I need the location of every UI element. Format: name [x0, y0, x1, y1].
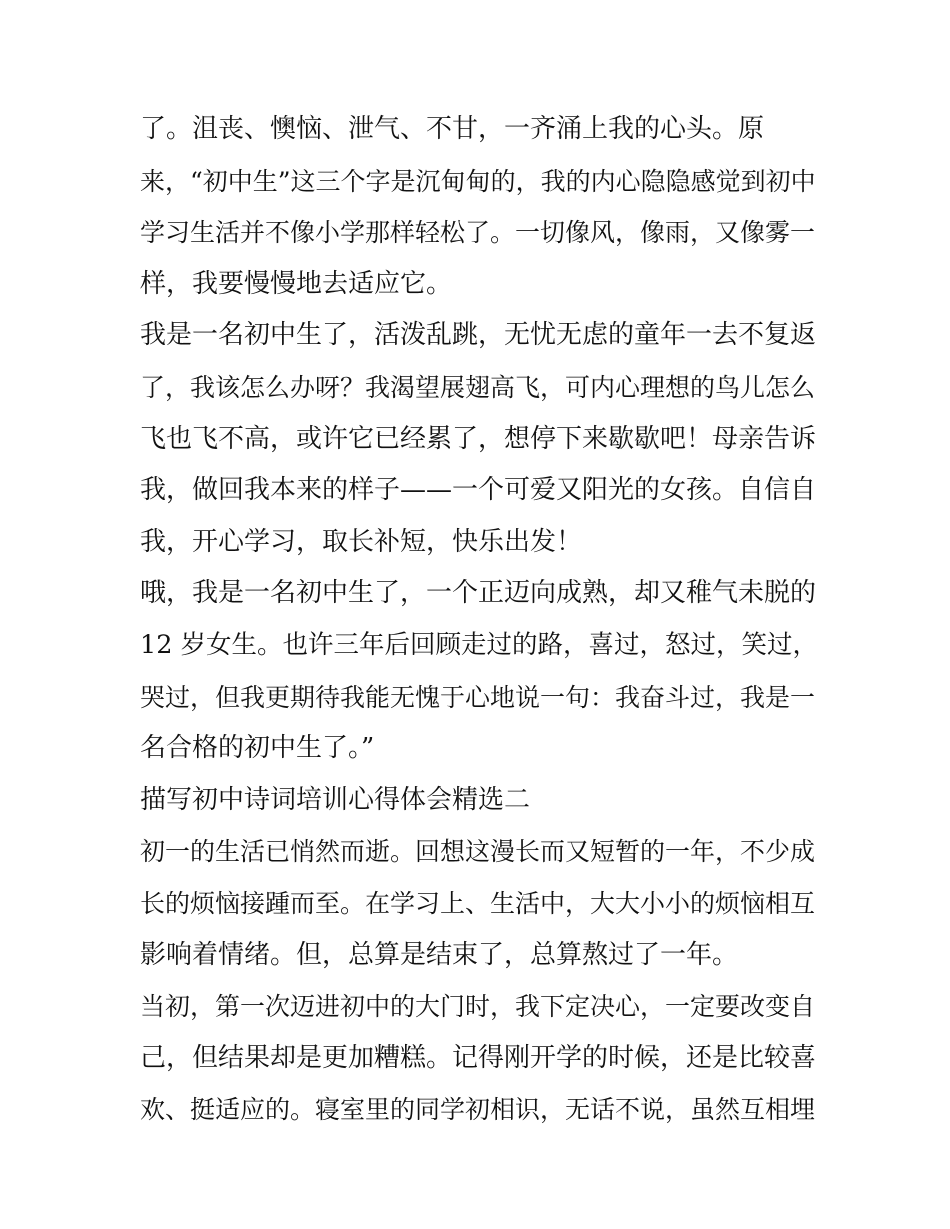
text-line: 影响着情绪。但，总算是结束了，总算熬过了一年。	[140, 939, 739, 970]
document-body	[140, 104, 820, 1136]
text-line: 12 岁女生。也许三年后回顾走过的路，喜过，怒过，笑过，	[140, 629, 819, 660]
text-line: 长的烦恼接踵而至。在学习上、生活中，大大小小的烦恼相互	[140, 888, 816, 918]
text-line: 学习生活并不像小学那样轻松了。一切像风，像雨，又像雾一	[140, 218, 816, 248]
text-line: 己，但结果却是更加糟糕。记得刚开学的时候，还是比较喜	[140, 1042, 817, 1073]
text-line: 名合格的初中生了。”	[140, 733, 375, 764]
text-line: 哭过，但我更期待我能无愧于心地说一句：我奋斗过，我是一	[140, 682, 816, 712]
text-line: 欢、挺适应的。寝室里的同学初相识，无话不说，虽然互相埋	[140, 1095, 816, 1125]
text-line: 了。沮丧、懊恼、泄气、不甘，一齐涌上我的心头。原	[140, 114, 765, 144]
text-line: 了，我该怎么办呀？我渴望展翅高飞，可内心理想的鸟儿怎么	[140, 372, 816, 402]
text-line: 哦，我是一名初中生了，一个正迈向成熟，却又稚气未脱的	[140, 578, 817, 609]
text-line: 初一的生活已悄然而逝。回想这漫长而又短暂的一年，不少成	[140, 837, 816, 867]
text-line: 我是一名初中生了，活泼乱跳，无忧无虑的童年一去不复返	[140, 320, 817, 351]
text-line: 来，“初中生”这三个字是沉甸甸的，我的内心隐隐感觉到初中	[140, 166, 816, 196]
text-line: 我，开心学习，取长补短，快乐出发！	[140, 526, 583, 557]
section-heading: 描写初中诗词培训心得体会精选二	[140, 784, 531, 815]
text-line: 飞也飞不高，或许它已经累了，想停下来歇歇吧！母亲告诉	[140, 423, 817, 454]
text-line: 样，我要慢慢地去适应它。	[140, 268, 453, 299]
text-line: 当初，第一次迈进初中的大门时，我下定决心，一定要改变自	[140, 992, 816, 1022]
text-line: 我，做回我本来的样子——一个可爱又阳光的女孩。自信自	[140, 475, 817, 506]
